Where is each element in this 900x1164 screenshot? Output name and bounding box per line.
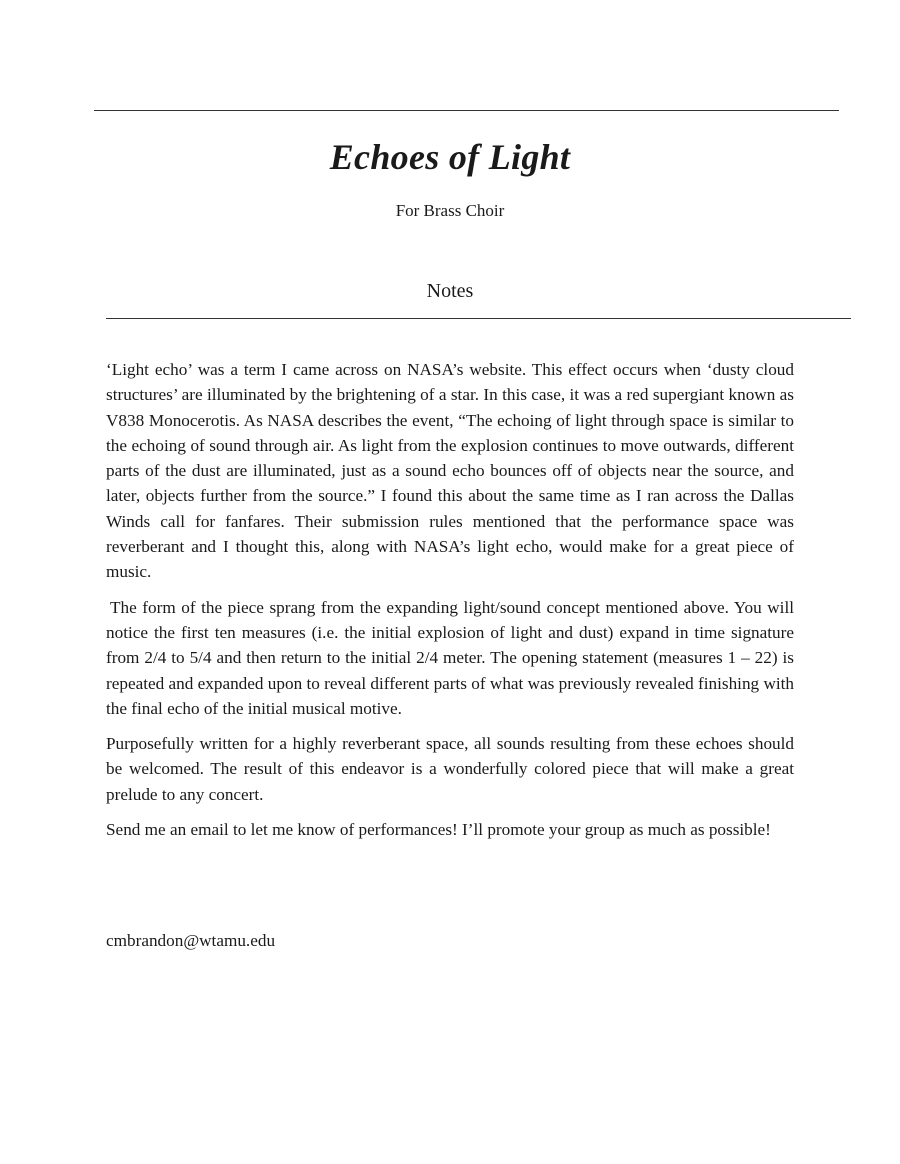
paragraph-form: The form of the piece sprang from the expanding light/sound concept mentioned above. You will notice the first ten measures (i.e. the initial explosion of light and dust) expand in time signature from 2/4 to 5/4 and then return to the initial 2/4 meter. The opening statement (measures 1 – 22) is repeated and expanded upon to reveal different parts of what was previously revealed finishing with the final echo of the initial musical motive. [106, 597, 794, 718]
document-title: Echoes of Light [329, 137, 571, 177]
paragraph-reverberant-space: Purposefully written for a highly reverberant space, all sounds resulting from these echoes should be welcomed. The result of this endeavor is a wonderfully colored piece that will make a great prelude to any concert. [106, 734, 794, 804]
document-subtitle: For Brass Choir [395, 201, 505, 220]
paragraph-contact-request: Send me an email to let me know of performances! I’ll promote your group as much as possible! [106, 820, 771, 840]
top-divider [94, 110, 839, 111]
paragraph-light-echo: ‘Light echo’ was a term I came across on NASA’s website. This effect occurs when ‘dusty cloud structures’ are illuminated by the brightening of a star. In this case, it was a red supergiant known as V838 Monocerotis. As NASA describes the event, “The echoing of light through space is similar to the echoing of sound through air. As light from the explosion continues to move outwards, different parts of the dust are illuminated, just as a sound echo bounces off of objects near the source, and later, objects further from the source.” I found this about the same time as I ran across the Dallas Winds call for fanfares. Their submission rules mentioned that the performance space was reverberant and I thought this, along with NASA’s light echo, would make for a great piece of music. [106, 360, 794, 582]
notes-body [106, 357, 794, 852]
notes-divider [106, 318, 851, 319]
contact-email[interactable]: cmbrandon@wtamu.edu [106, 931, 276, 950]
section-heading-notes: Notes [426, 280, 474, 302]
